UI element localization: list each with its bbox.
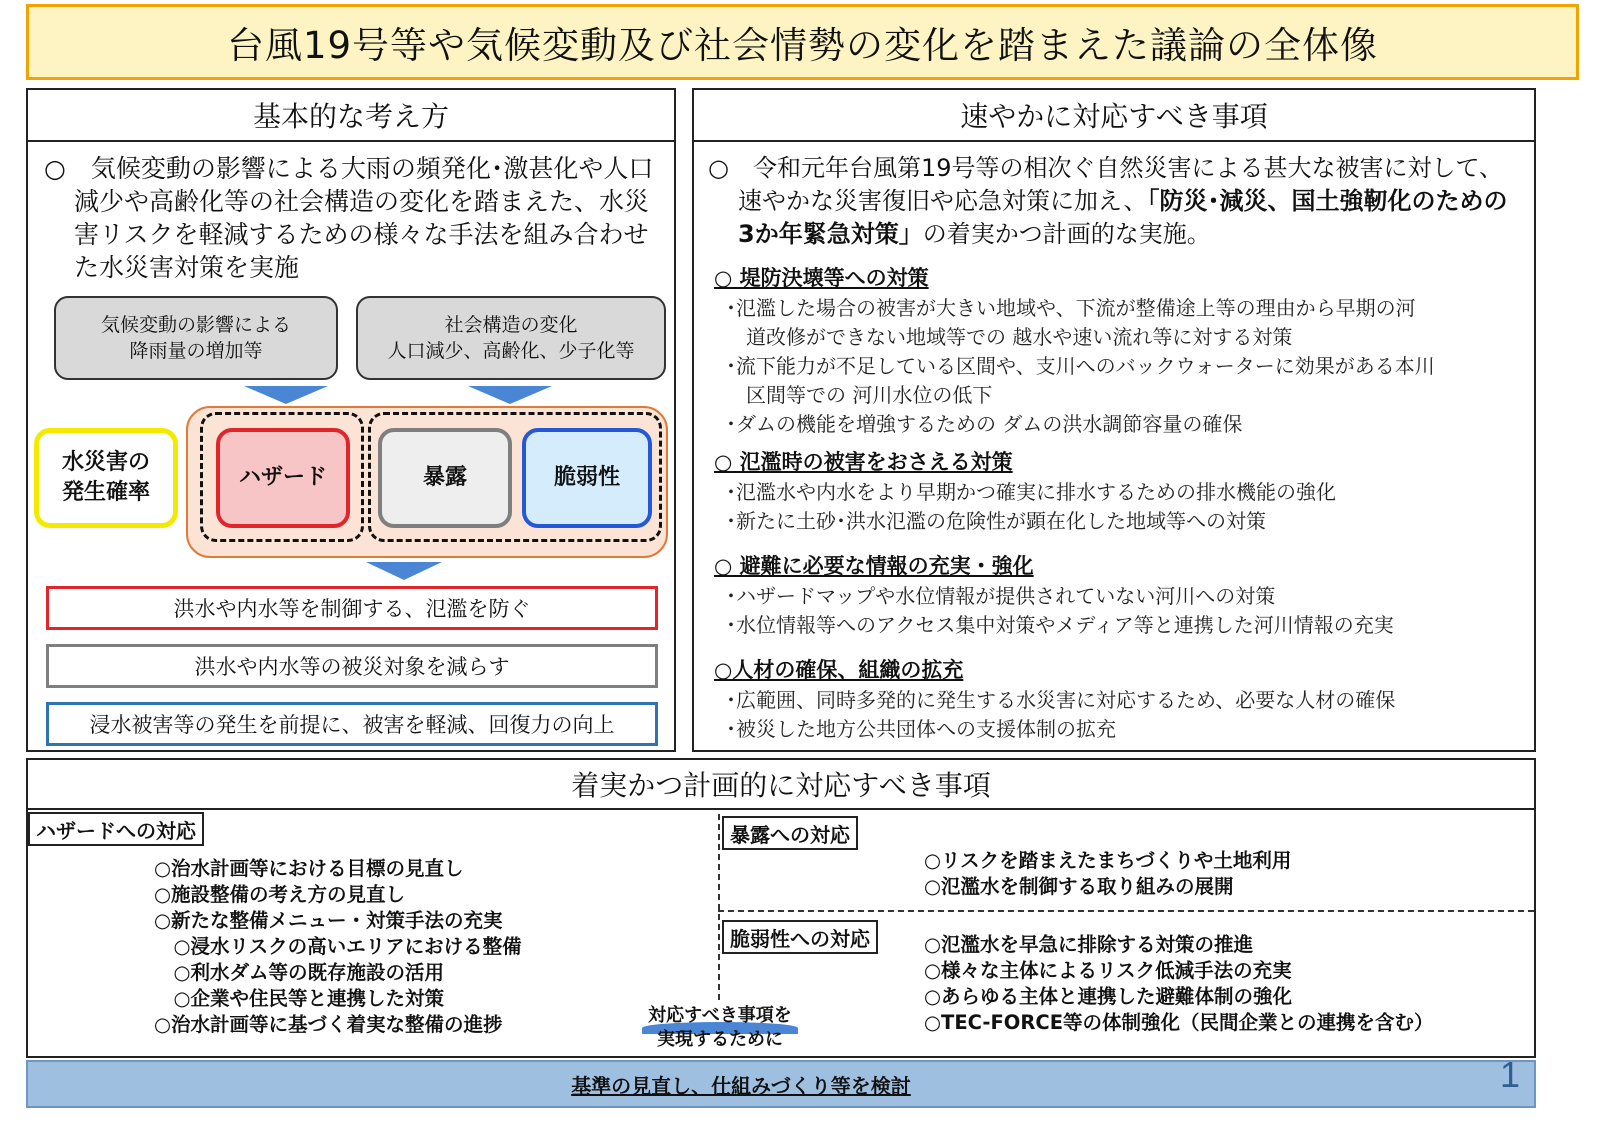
list-item: ･氾濫した場合の被害が大きい地域や、下流が整備途上等の理由から早期の河 — [726, 296, 1416, 320]
footer-text: 基準の見直し、仕組みづくり等を検討 — [571, 1073, 911, 1098]
center-note-line2: 実現するために — [657, 1029, 783, 1050]
probability-line2: 発生確率 — [61, 480, 150, 505]
list-item: ○治水計画等における目標の見直し — [154, 857, 464, 880]
footer-bar — [26, 1060, 1536, 1108]
list-item: ○TEC-FORCE等の体制強化（民間企業との連携を含む） — [924, 1011, 1434, 1034]
list-item: ･流下能力が不足している区間や、支川へのバックウォーターに効果がある本川 — [726, 354, 1435, 378]
exposure-response-label: 暴露への対応 — [722, 816, 858, 850]
list-item: ○治水計画等に基づく着実な整備の進捗 — [154, 1013, 503, 1036]
list-item: ○浸水リスクの高いエリアにおける整備 — [154, 935, 522, 958]
probability-line1: 水災害の — [61, 450, 150, 475]
list-item: ○氾濫水を制御する取り組みの展開 — [924, 875, 1234, 898]
list-item: ○企業や住民等と連携した対策 — [154, 987, 445, 1010]
basic-approach-lead: ○ 気候変動の影響による大雨の頻発化･激甚化や人口減少や高齢化等の社会構造の変化を踏まえた、水災害リスクを軽減するための様々な手法を組み合わせた水災害対策を実施 — [44, 154, 654, 282]
vulnerability-box: 脆弱性 — [522, 428, 652, 528]
urgent-measures-header: 速やかに対応すべき事項 — [694, 90, 1534, 142]
basic-approach-header: 基本的な考え方 — [28, 90, 674, 142]
outcome-reduce-damage: 浸水被害等の発生を前提に、被害を軽減、回復力の向上 — [46, 702, 658, 746]
center-note — [622, 1004, 818, 1052]
probability-box — [34, 428, 178, 528]
climate-change-box — [54, 296, 338, 380]
arrow-down-icon — [366, 562, 442, 580]
horizontal-divider — [718, 910, 1534, 912]
list-item: ･被災した地方公共団体への支援体制の拡充 — [726, 717, 1116, 741]
planned-measures-panel — [26, 758, 1536, 1058]
list-item: ○氾濫水を早急に排除する対策の推進 — [924, 933, 1254, 956]
section-title: ○ 氾濫時の被害をおさえる対策 — [714, 450, 1013, 474]
list-item: ･ダムの機能を増強するための ダムの洪水調節容量の確保 — [726, 412, 1243, 436]
planned-measures-header: 着実かつ計画的に対応すべき事項 — [28, 760, 1534, 810]
social-change-box — [356, 296, 666, 380]
arrow-down-icon — [468, 386, 552, 404]
page-number: 1 — [1500, 1054, 1521, 1095]
hazard-box: ハザード — [216, 428, 350, 528]
basic-approach-panel — [26, 88, 676, 752]
arrow-down-icon — [244, 386, 328, 404]
section-items — [726, 582, 1394, 640]
climate-change-line2: 降雨量の増加等 — [129, 340, 263, 362]
exposure-box: 暴露 — [378, 428, 512, 528]
urgent-measures-lead — [708, 152, 1520, 251]
urgent-lead-post: の着実かつ計画的な実施。 — [922, 220, 1211, 248]
list-item: ･氾濫水や内水をより早期かつ確実に排水するための排水機能の強化 — [726, 480, 1336, 504]
section-title: ○ 避難に必要な情報の充実・強化 — [714, 554, 1034, 578]
page-title: 台風19号等や気候変動及び社会情勢の変化を踏まえた議論の全体像 — [26, 4, 1579, 80]
vulnerability-response-label: 脆弱性への対応 — [722, 920, 878, 954]
list-item: 道改修ができない地域等での 越水や速い流れ等に対する対策 — [726, 325, 1293, 349]
social-change-line1: 社会構造の変化 — [444, 314, 578, 336]
outcome-prevent-flood: 洪水や内水等を制御する、氾濫を防ぐ — [46, 586, 658, 630]
climate-change-line1: 気候変動の影響による — [100, 314, 291, 336]
section-title: ○人材の確保、組織の拡充 — [714, 658, 964, 682]
outcome-reduce-exposure: 洪水や内水等の被災対象を減らす — [46, 644, 658, 688]
list-item: ･広範囲、同時多発的に発生する水災害に対応するため、必要な人材の確保 — [726, 688, 1396, 712]
hazard-response-label: ハザードへの対応 — [28, 812, 204, 846]
section-items — [726, 686, 1395, 744]
list-item: ○利水ダム等の既存施設の活用 — [154, 961, 445, 984]
list-item: 区間等での 河川水位の低下 — [726, 383, 993, 407]
section-title: ○ 堤防決壊等への対策 — [714, 266, 929, 290]
urgent-measures-panel — [692, 88, 1536, 752]
list-item: ○様々な主体によるリスク低減手法の充実 — [924, 959, 1292, 982]
section-items — [726, 294, 1435, 439]
list-item: ○あらゆる主体と連携した避難体制の強化 — [924, 985, 1293, 1008]
vulnerability-response-list — [924, 932, 1434, 1036]
hazard-response-list — [154, 856, 522, 1038]
social-change-line2: 人口減少、高齢化、少子化等 — [387, 340, 635, 362]
list-item: ･ハザードマップや水位情報が提供されていない河川への対策 — [726, 584, 1276, 608]
section-items — [726, 478, 1336, 536]
urgent-lead-bold: 「防災･減災、国土強靭化のための3か年緊急対策」 — [738, 187, 1508, 248]
center-note-line1: 対応すべき事項を — [648, 1005, 792, 1026]
urgent-lead-pre: ○ 令和元年台風第19号等の相次ぐ自然災害による甚大な被害に対して、速やかな災害復旧や応急対策に加え、 — [708, 154, 1503, 215]
list-item: ○リスクを踏まえたまちづくりや土地利用 — [924, 849, 1292, 872]
list-item: ○施設整備の考え方の見直し — [154, 883, 406, 906]
list-item: ･新たに土砂･洪水氾濫の危険性が顕在化した地域等への対策 — [726, 509, 1266, 533]
exposure-response-list — [924, 848, 1291, 900]
list-item: ○新たな整備メニュー・対策手法の充実 — [154, 909, 503, 932]
list-item: ･水位情報等へのアクセス集中対策やメディア等と連携した河川情報の充実 — [726, 613, 1394, 637]
vertical-divider — [718, 814, 720, 1000]
